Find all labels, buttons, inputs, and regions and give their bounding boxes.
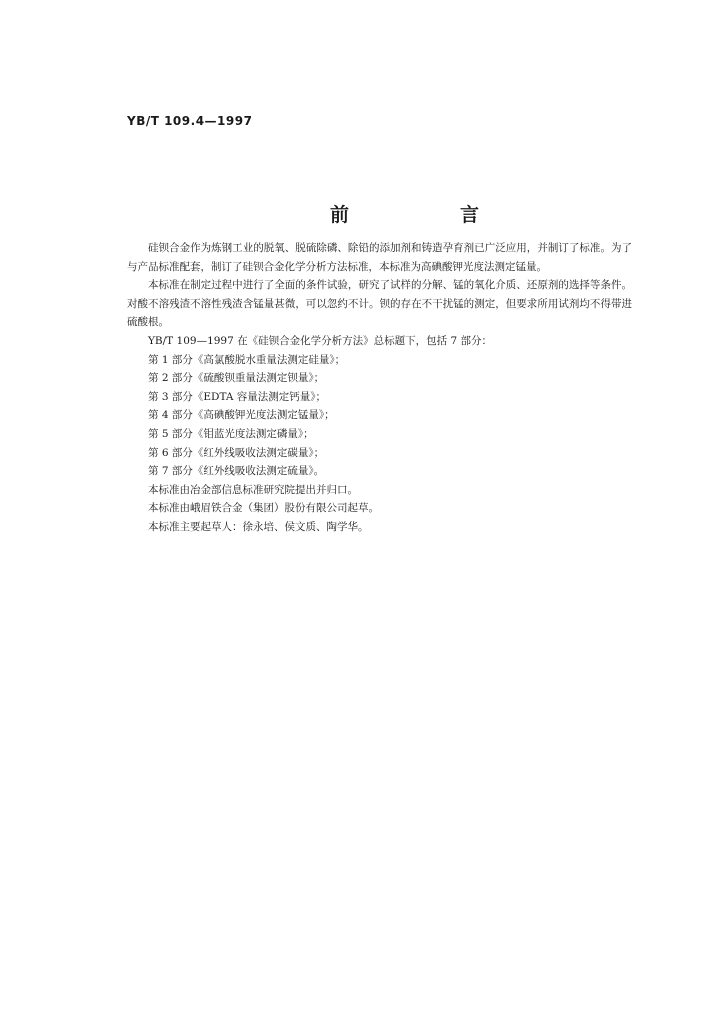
foreword-body — [127, 239, 632, 537]
paragraph: 硅钡合金作为炼钢工业的脱氧、脱硫除磷、除铅的添加剂和铸造孕育剂已广泛应用，并制订了标准。为了与产品标准配套，制订了硅钡合金化学分析方法标准，本标准为高碘酸钾光度法测定锰量。 — [127, 242, 632, 273]
text-line: 第 4 部分《高碘酸钾光度法测定锰量》； — [148, 409, 335, 422]
standard-code: YB/T 109.4—1997 — [127, 114, 253, 128]
paragraph: 本标准在制定过程中进行了全面的条件试验，研究了试样的分解、锰的氧化介质、还原剂的选择等条件。对酸不溶残渣不溶性残渣含锰量甚微，可以忽约不计。钡的存在不干扰锰的测定，但要求所用试剂均不得带进硫酸根。 — [127, 279, 632, 329]
text-line: 第 5 部分《钼蓝光度法测定磷量》； — [148, 427, 314, 440]
text-line: 第 3 部分《EDTA 容量法测定钙量》； — [148, 390, 327, 403]
text-line: YB/T 109—1997 在《硅钡合金化学分析方法》总标题下，包括 7 部分： — [148, 334, 492, 347]
text-line: 第 7 部分《红外线吸收法测定硫量》。 — [148, 465, 325, 478]
text-line: 第 6 部分《红外线吸收法测定碳量》； — [148, 446, 325, 459]
text-line: 本标准由峨眉铁合金（集团）股份有限公司起草。 — [148, 502, 379, 515]
page-title: 前 言 — [330, 204, 526, 226]
text-line: 本标准由冶金部信息标准研究院提出并归口。 — [148, 483, 358, 496]
text-line: 第 1 部分《高氯酸脱水重量法测定硅量》； — [148, 353, 346, 366]
text-line: 本标准主要起草人：徐永培、侯文质、陶学华。 — [148, 520, 369, 533]
text-line: 第 2 部分《硫酸钡重量法测定钡量》； — [148, 372, 325, 385]
